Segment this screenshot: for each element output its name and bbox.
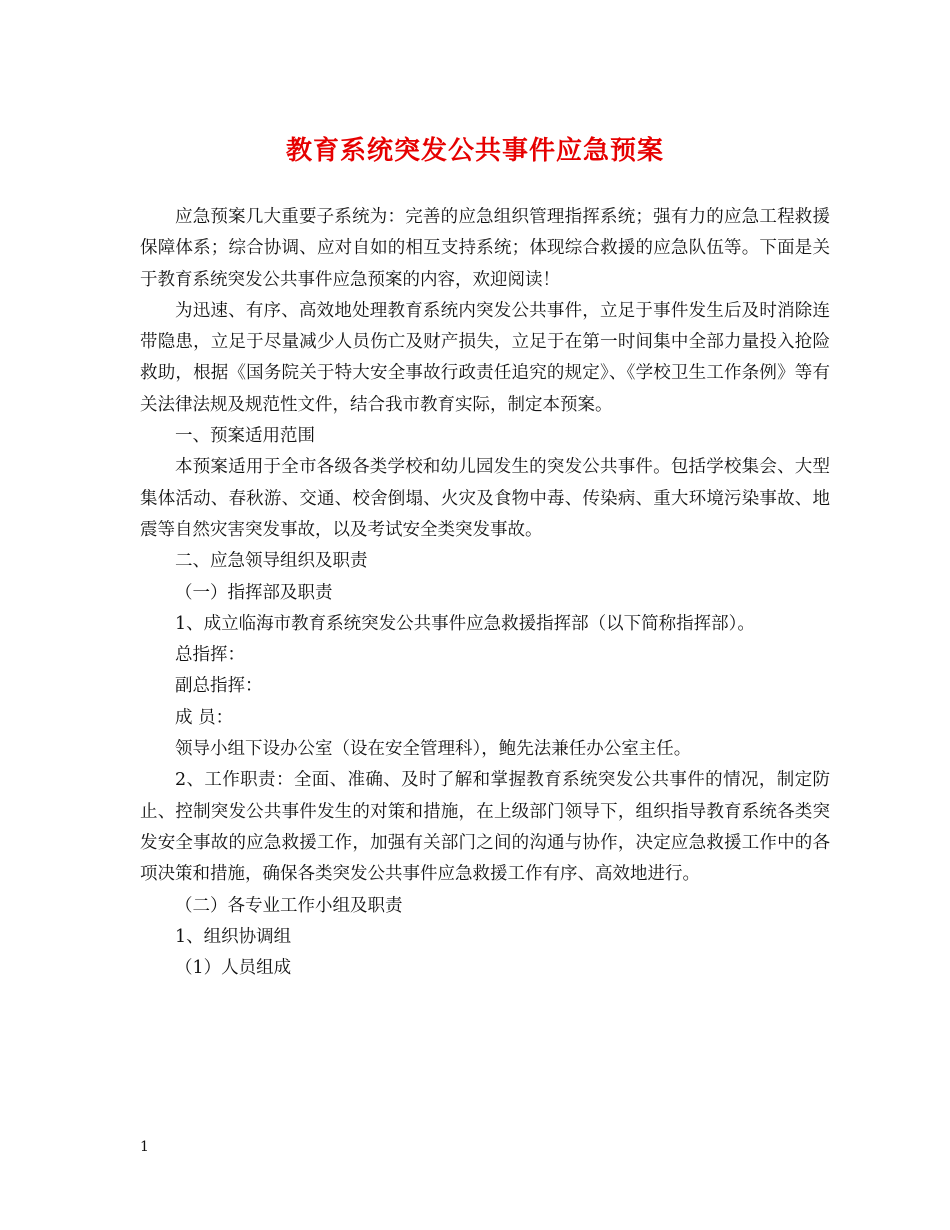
section-heading-scope: 一、预案适用范围	[175, 426, 315, 447]
list-item-coordination-group: 1、组织协调组	[175, 926, 292, 947]
paragraph-purpose: 为迅速、有序、高效地处理教育系统内突发公共事件，立足于事件发生后及时消除连带隐患，立足于尽量减少人员伤亡及财产损失，立足于在第一时间集中全部力量投入抢险救助，根据《国务院关于特大安全事故行政责任追究的规定》、《学校卫生工作条例》等有关法律法规及规范性文件，结合我市教育实际，制定本预案。	[140, 300, 830, 415]
list-item-duties: 2、工作职责：全面、准确、及时了解和掌握教育系统突发公共事件的情况，制定防止、控制突发公共事件发生的对策和措施，在上级部门领导下，组织指导教育系统各类突发安全事故的应急救援工作，加强有关部门之间的沟通与协作，决定应急救援工作中的各项决策和措施，确保各类突发公共事件应急救援工作有序、高效地进行。	[140, 770, 830, 885]
page-number: 1	[140, 1139, 149, 1155]
paragraph-office: 领导小组下设办公室（设在安全管理科），鲍先法兼任办公室主任。	[175, 739, 692, 760]
subsection-heading-working-groups: （二）各专业工作小组及职责	[175, 895, 403, 916]
field-members: 成 员：	[175, 707, 234, 728]
subsection-heading-command: （一）指挥部及职责	[175, 582, 333, 603]
list-item-command-establish: 1、成立临海市教育系统突发公共事件应急救援指挥部（以下简称指挥部）。	[175, 613, 755, 634]
list-item-personnel: （1）人员组成	[175, 958, 292, 979]
field-commander: 总指挥：	[175, 645, 245, 666]
section-heading-leadership: 二、应急领导组织及职责	[175, 551, 368, 572]
paragraph-scope: 本预案适用于全市各级各类学校和幼儿园发生的突发公共事件。包括学校集会、大型集体活动、春秋游、交通、校舍倒塌、火灾及食物中毒、传染病、重大环境污染事故、地震等自然灾害突发事故，以及考试安全类突发事故。	[140, 457, 830, 540]
document-body	[140, 202, 830, 984]
paragraph-intro: 应急预案几大重要子系统为：完善的应急组织管理指挥系统；强有力的应急工程救援保障体系；综合协调、应对自如的相互支持系统；体现综合救援的应急队伍等。下面是关于教育系统突发公共事件应急预案的内容，欢迎阅读！	[140, 207, 830, 290]
field-deputy-commander: 副总指挥：	[175, 676, 263, 697]
document-title: 教育系统突发公共事件应急预案	[285, 136, 664, 166]
